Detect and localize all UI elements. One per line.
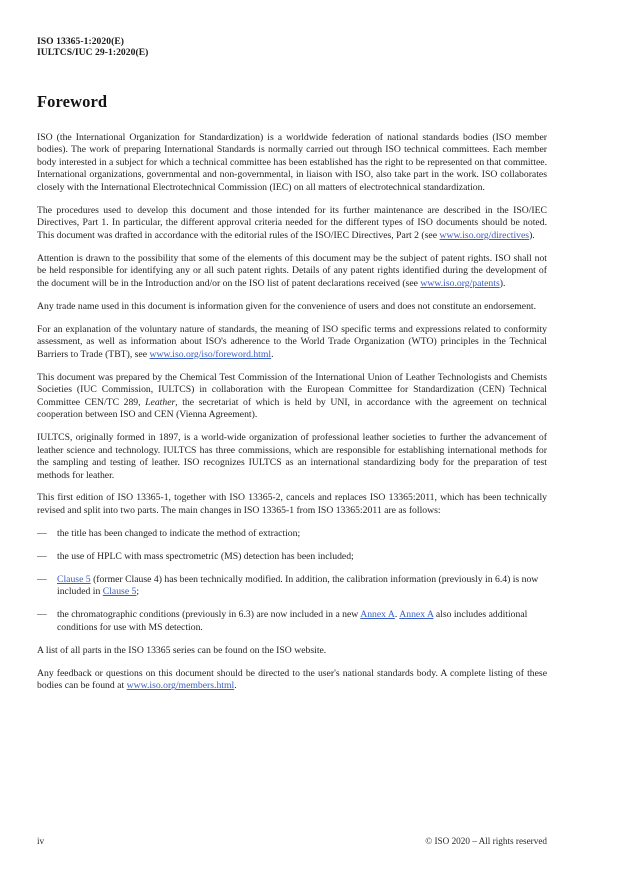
list-item-change-3-text-mid: (former Clause 4) has been technically modified. In addition, the calibration information (previously in 6.4) is now included in [57,573,539,598]
committee-title-leather: Leather [145,396,176,408]
foreword-paragraph-6 [37,372,547,422]
paragraph-10-text-after: . [234,680,237,692]
link-clause-5-first[interactable]: Clause 5 [57,573,91,585]
paragraph-10-text-before: Any feedback or questions on this document should be directed to the user's national standards body. A complete listing of these bodies can be found at [37,667,547,692]
page-number: iv [37,836,45,846]
foreword-paragraph-7: IULTCS, originally formed in 1897, is a world-wide organization of professional leather societies to further the advancement of leather science and technology. IULTCS has three commissions, which are responsible for establishing international methods for the sampling and testing of leather. ISO recognizes IULTCS as an international standardizing body for the preparation of test methods for leather. [37,431,547,481]
foreword-paragraph-1: ISO (the International Organization for Standardization) is a worldwide federation of national standards bodies (ISO member bodies). The work of preparing International Standards is normally carried out through ISO technical committees. Each member body interested in a subject for which a technical committee has been established has the right to be represented on that committee. International organizations, governmental and non-governmental, in liaison with ISO, also take part in the work. ISO collaborates closely with the International Electrotechnical Commission (IEC) on all matters of electrotechnical standardization. [37,131,547,193]
document-header [37,36,547,59]
page-title: Foreword [37,91,108,111]
link-annex-a-second[interactable]: Annex A [399,609,434,621]
foreword-paragraph-2 [37,205,547,243]
link-clause-5-second[interactable]: Clause 5 [102,586,137,598]
list-item-change-2 [37,551,547,564]
foreword-paragraph-8: This first edition of ISO 13365-1, together with ISO 13365-2, cancels and replaces ISO 13365:2011, which has been technically revised and split into two parts. The main changes in ISO 13365-1 from ISO 13365:2011 are as follows: [37,492,547,517]
paragraph-3-text-after: ). [499,277,506,289]
list-item-change-3 [37,574,547,599]
document-header-line-1: ISO 13365-1:2020(E) [37,36,125,47]
link-iso-patents[interactable]: www.iso.org/patents [420,277,500,289]
paragraph-5-text-before: For an explanation of the voluntary nature of standards, the meaning of ISO specific terms and expressions related to conformity assessment, as well as information about ISO's adherence to the World Trade Organization (WTO) principles in the Technical Barriers to Trade (TBT), see [37,323,547,360]
changes-list [37,528,547,634]
page-content [37,36,547,693]
link-iso-members[interactable]: www.iso.org/members.html [126,680,235,692]
paragraph-2-text-before: The procedures used to develop this document and those intended for its further maintenance are described in the ISO/IEC Directives, Part 1. In particular, the different approval criteria needed for the different types of ISO documents should be noted. This document was drafted in accordance with the editorial rules of the ISO/IEC Directives, Part 2 (see [37,204,547,241]
link-annex-a-first[interactable]: Annex A [360,609,395,621]
page-footer [37,836,547,846]
document-header-line-2: IULTCS/IUC 29-1:2020(E) [37,47,149,59]
list-item-change-4-text-mid: . [394,609,400,621]
paragraph-6-text-before: This document was prepared by the Chemical Test Commission of the International Union of Leather Technologists and Chemists Societies (IUC Commission, IULTCS) in collaboration with the European Committee for Standardization (CEN) Technical Committee CEN/TC 289, [37,371,547,408]
link-iso-directives[interactable]: www.iso.org/directives [439,229,530,241]
list-item-change-2-text: the use of HPLC with mass spectrometric (MS) detection has been included; [57,550,354,562]
paragraph-5-text-after: . [271,348,274,360]
list-item-change-4 [37,609,547,634]
foreword-paragraph-10 [37,668,547,693]
em-dash-bullet-icon: — [37,550,47,562]
foreword-paragraph-9: A list of all parts in the ISO 13365 series can be found on the ISO website. [37,645,327,656]
list-item-change-3-text-after: ; [136,586,140,598]
paragraph-3-text-before: Attention is drawn to the possibility that some of the elements of this document may be the subject of patent rights. ISO shall not be held responsible for identifying any or all such patent rights. Details of any patent rights identified during the development of the document will be in the Introduction and/or on the ISO list of patent declarations received (see [37,252,547,289]
list-item-change-4-text-after: also includes additional conditions for use with MS detection. [57,609,528,633]
foreword-paragraph-4: Any trade name used in this document is information given for the convenience of users and does not constitute an endorsement. [37,300,537,312]
copyright-notice: © ISO 2020 – All rights reserved [425,836,547,846]
list-item-change-1 [37,528,547,541]
foreword-paragraph-3 [37,253,547,291]
em-dash-bullet-icon: — [37,609,47,621]
em-dash-bullet-icon: — [37,527,47,539]
paragraph-6-text-after: , the secretariat of which is held by UNI, in accordance with the agreement on technical cooperation between ISO and CEN (Vienna Agreement). [37,396,548,421]
list-item-change-4-text-before: the chromatographic conditions (previously in 6.3) are now included in a new [57,609,361,621]
foreword-paragraph-5 [37,324,547,362]
paragraph-2-text-after: ). [529,229,535,241]
list-item-change-1-text: the title has been changed to indicate the method of extraction; [57,527,301,539]
em-dash-bullet-icon: — [37,573,47,585]
link-iso-foreword[interactable]: www.iso.org/iso/foreword.html [149,348,272,360]
